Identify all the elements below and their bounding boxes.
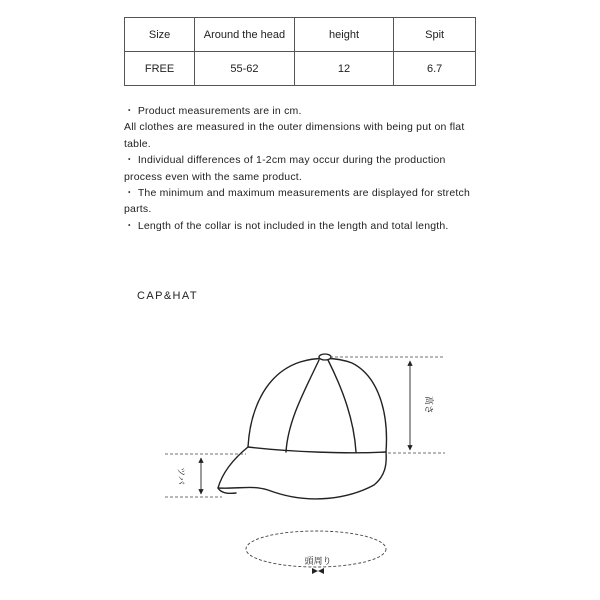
note-item: ・ The minimum and maximum measurements are displayed for stretch parts. xyxy=(124,187,471,216)
header-around-the-head: Around the head xyxy=(195,18,295,52)
cell-size: FREE xyxy=(125,52,195,86)
note-item: ・ Product measurements are in cm. xyxy=(124,105,302,117)
cell-around-the-head: 55-62 xyxy=(195,52,295,86)
cell-height: 12 xyxy=(294,52,394,86)
cap-button xyxy=(319,354,331,360)
head-circumference xyxy=(246,531,386,574)
cap-outline xyxy=(218,358,386,499)
note-item: ・ Length of the collar is not included in the length and total length. xyxy=(124,219,449,232)
brim-label: ツバ xyxy=(175,467,185,485)
header-size: Size xyxy=(125,18,195,52)
header-height: height xyxy=(294,18,394,52)
section-label: CAP&HAT xyxy=(137,290,198,302)
note-item: All clothes are measured in the outer dimensions with being put on flat table. xyxy=(124,121,465,150)
cell-spit: 6.7 xyxy=(394,52,476,86)
header-spit: Spit xyxy=(394,18,476,52)
note-item: ・ Individual differences of 1-2cm may occur during the production process even with the same product. xyxy=(124,154,446,183)
head-label: 頭周り xyxy=(304,557,332,567)
height-label: 高さ xyxy=(423,395,433,415)
